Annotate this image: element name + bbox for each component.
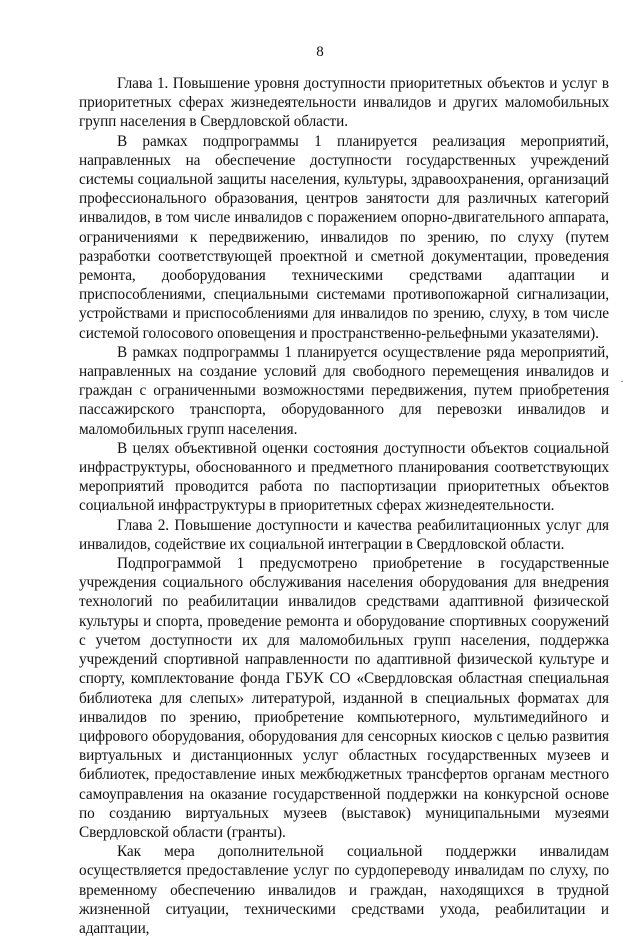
page-number: 8	[316, 44, 324, 60]
paragraph-accessibility-institutions: В рамках подпрограммы 1 планируется реализация мероприятий, направленных на обеспечение доступности государственных учреждений системы социальной защиты населения, культуры, здравоохранения, организаций профессионального образования, центров занятости для различных категорий инвалидов, в том числе инвалидов с поражением опорно-двигательного аппарата, ограничениями к передвижению, инвалидов по зрению, по слуху (путем разработки соответствующей проектной и сметной документации, проведения ремонта, дооборудования техническими средствами адаптации и приспособлениями, специальными системами противопожарной сигнализации, устройствами и приспособлениями для инвалидов по зрению, слуху, в том числе системой голосового оповещения и пространственно-рельефными указателями).	[79, 132, 609, 342]
margin-mark: ·	[620, 374, 624, 388]
document-body	[79, 74, 609, 938]
chapter-2-heading-paragraph: Глава 2. Повышение доступности и качества реабилитационных услуг для инвалидов, содействие их социальной интеграции в Свердловской области.	[79, 516, 609, 553]
chapter-1-heading-paragraph: Глава 1. Повышение уровня доступности приоритетных объектов и услуг в приоритетных сферах жизнедеятельности инвалидов и других маломобильных групп населения в Свердловской области.	[79, 75, 609, 131]
paragraph-passportization: В целях объективной оценки состояния доступности объектов социальной инфраструктуры, обоснованного и предметного планирования соответствующих мероприятий проводится работа по паспортизации приоритетных объектов социальной инфраструктуры в приоритетных сферах жизнедеятельности.	[79, 439, 609, 515]
paragraph-transport: В рамках подпрограммы 1 планируется осуществление ряда мероприятий, направленных на создание условий для свободного перемещения инвалидов и граждан с ограниченными возможностями передвижения, путем приобретения пассажирского транспорта, оборудованного для перевозки инвалидов и маломобильных групп населения.	[79, 343, 609, 438]
paragraph-rehabilitation-equipment: Подпрограммой 1 предусмотрено приобретение в государственные учреждения социального обслуживания населения оборудования для внедрения технологий по реабилитации инвалидов средствами адаптивной физической культуры и спорта, проведение ремонта и оборудование спортивных сооружений с учетом доступности их для маломобильных групп населения, поддержка учреждений спортивной направленности по адаптивной физической культуре и спорту, комплектование фонда ГБУК СО «Свердловская областная специальная библиотека для слепых» литературой, изданной в специальных форматах для инвалидов по зрению, приобретение компьютерного, мультимедийного и цифрового оборудования, оборудования для сенсорных киосков с целью развития виртуальных и дистанционных услуг областных государственных музеев и библиотек, предоставление иных межбюджетных трансфертов органам местного самоуправления на оказание государственной поддержки на конкурсной основе по созданию виртуальных музеев (выставок) муниципальными музеями Свердловской области (гранты).	[79, 555, 609, 841]
paragraph-social-support: Как мера дополнительной социальной поддержки инвалидам осуществляется предоставление услуг по сурдопереводу инвалидам по слуху, по временному обеспечению инвалидов и граждан, находящихся в трудной жизненной ситуации, техническими средствами ухода, реабилитации и адаптации,	[79, 843, 609, 937]
